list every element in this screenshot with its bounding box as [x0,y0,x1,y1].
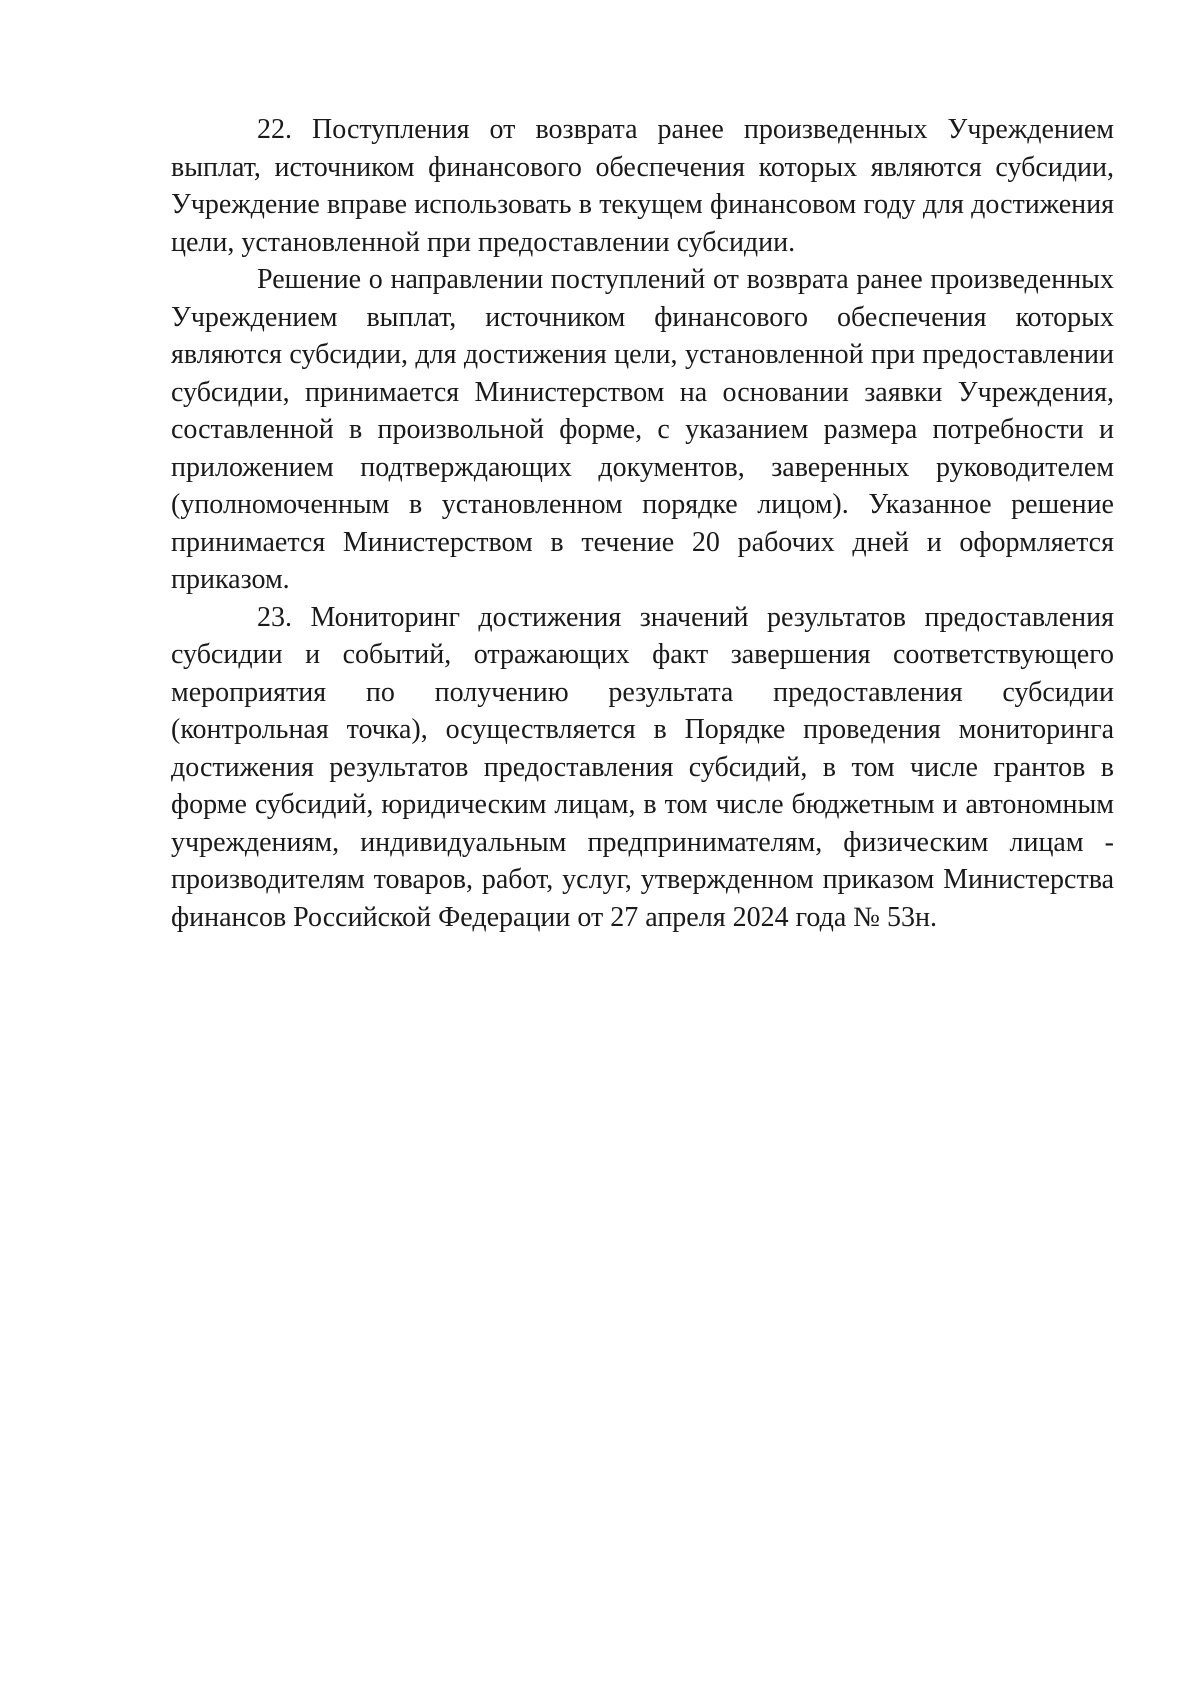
paragraph-22: 22. Поступления от возврата ранее произведенных Учреждением выплат, источником финансового обеспечения которых являются субсидии, Учреждение вправе использовать в текущем финансовом году для достижения цели, установленной при предоставлении субсидии. [171,114,1114,258]
document-body [171,111,1114,936]
paragraph-23: 23. Мониторинг достижения значений результатов предоставления субсидии и событий, отражающих факт завершения соответствующего мероприятия по получению результата предоставления субсидии (контрольная точка), осуществляется в Порядке проведения мониторинга достижения результатов предоставления субсидий, в том числе грантов в форме субсидий, юридическим лицам, в том числе бюджетным и автономным учреждениям, индивидуальным предпринимателям, физическим лицам - производителям товаров, работ, услуг, утвержденном приказом Министерства финансов Российской Федерации от 27 апреля 2024 года № 53н. [171,601,1114,933]
paragraph-22-decision: Решение о направлении поступлений от возврата ранее произведенных Учреждением выплат, источником финансового обеспечения которых являются субсидии, для достижения цели, установленной при предоставлении субсидии, принимается Министерством на основании заявки Учреждения, составленной в произвольной форме, с указанием размера потребности и приложением подтверждающих документов, заверенных руководителем (уполномоченным в установленном порядке лицом). Указанное решение принимается Министерством в течение 20 рабочих дней и оформляется приказом. [171,264,1114,595]
